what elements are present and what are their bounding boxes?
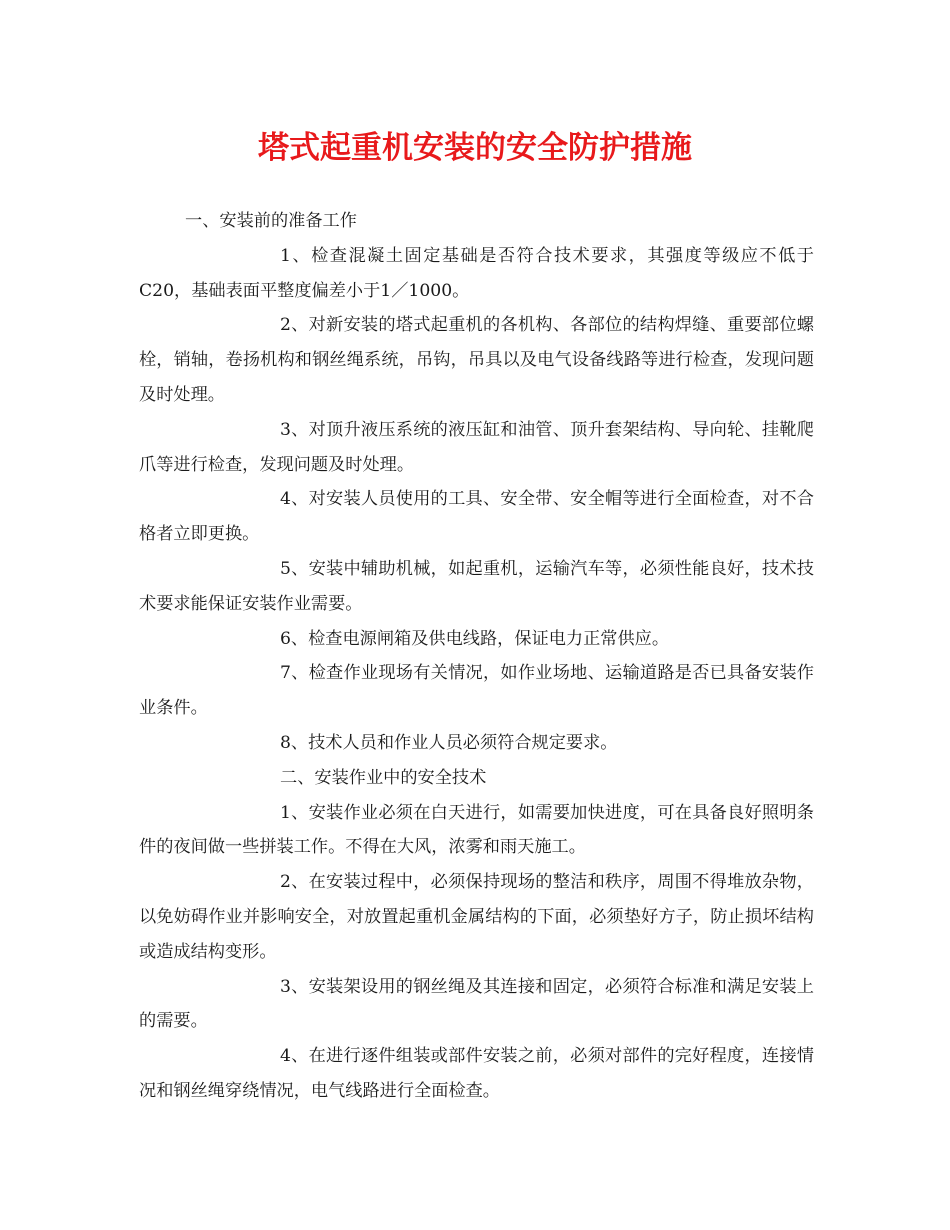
paragraph: 1、安装作业必须在白天进行，如需要加快进度，可在具备良好照明条件的夜间做一些拼装工作。不得在大风，浓雾和雨天施工。 [139,802,814,858]
paragraph: 8、技术人员和作业人员必须符合规定要求。 [280,732,618,753]
document-title: 塔式起重机安装的安全防护措施 [258,130,692,166]
section-heading-1: 一、安装前的准备工作 [185,211,357,231]
paragraph: 2、对新安装的塔式起重机的各机构、各部位的结构焊缝、重要部位螺栓，销轴，卷扬机构和钢丝绳系统，吊钩，吊具以及电气设备线路等进行检查，发现问题及时处理。 [139,315,814,405]
paragraph: 5、安装中辅助机械，如起重机，运输汽车等，必须性能良好，技术技术要求能保证安装作业需要。 [139,558,814,614]
paragraph: 7、检查作业现场有关情况，如作业场地、运输道路是否已具备安装作业条件。 [139,663,814,719]
paragraph: 3、对顶升液压系统的液压缸和油管、顶升套架结构、导向轮、挂靴爬爪等进行检查，发现问题及时处理。 [139,419,814,475]
paragraph: 3、安装架设用的钢丝绳及其连接和固定，必须符合标准和满足安装上的需要。 [139,976,814,1032]
paragraph: 6、检查电源闸箱及供电线路，保证电力正常供应。 [280,628,670,649]
section-heading-2: 二、安装作业中的安全技术 [280,767,487,788]
paragraph: 2、在安装过程中，必须保持现场的整洁和秩序，周围不得堆放杂物，以免妨碍作业并影响安全，对放置起重机金属结构的下面，必须垫好方子，防止损坏结构或造成结构变形。 [139,872,814,962]
document-body [139,204,814,1109]
paragraph: 4、对安装人员使用的工具、安全带、安全帽等进行全面检查，对不合格者立即更换。 [139,489,814,545]
paragraph: 1、检查混凝土固定基础是否符合技术要求，其强度等级应不低于C20，基础表面平整度偏差小于1／1000。 [139,245,814,301]
paragraph: 4、在进行逐件组装或部件安装之前，必须对部件的完好程度，连接情况和钢丝绳穿绕情况，电气线路进行全面检查。 [139,1046,814,1101]
